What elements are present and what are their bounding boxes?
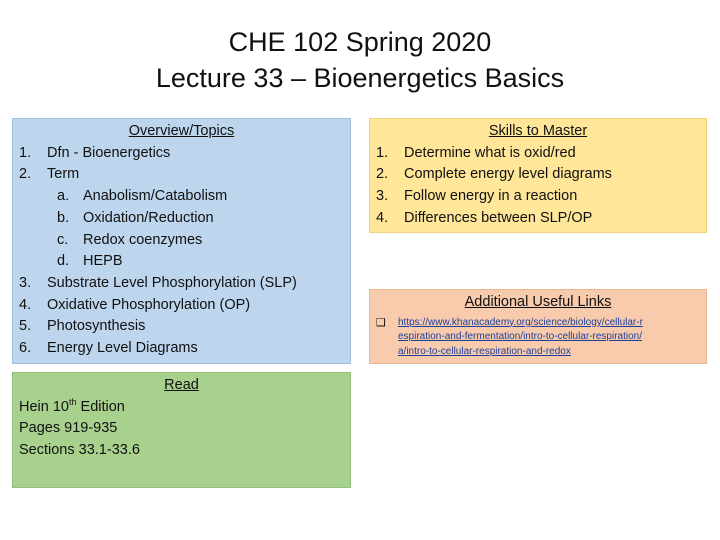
list-item [376,186,700,208]
item-text: Photosynthesis [47,318,146,335]
item-text: Anabolism/Catabolism [83,188,228,205]
item-text: Follow energy in a reaction [404,188,578,205]
edition-superscript: th [68,396,77,407]
slide-title [0,24,720,96]
list-item [376,164,700,186]
list-subitem [19,186,344,208]
list-item [376,316,700,360]
item-text: Oxidative Phosphorylation (OP) [47,296,251,313]
book-title: Hein 10 [19,398,69,415]
item-text: Redox coenzymes [83,231,203,248]
overview-box [12,118,351,364]
item-number: 2. [19,166,32,183]
item-number: 2. [376,166,389,183]
item-text: HEPB [83,253,123,270]
links-heading: Additional Useful Links [464,294,612,310]
read-box [12,372,351,488]
item-text: Determine what is oxid/red [404,144,576,161]
checkbox-bullet-icon: ❑ [376,316,386,329]
item-text: Complete energy level diagrams [404,166,612,183]
book-edition-suffix: Edition [76,398,125,415]
overview-list [19,143,344,360]
list-item [376,143,700,165]
sections-text: Sections 33.1-33.6 [19,442,140,459]
list-subitem [19,230,344,252]
item-number: 5. [19,318,32,335]
item-number: 3. [376,188,389,205]
item-letter: d. [57,253,70,270]
item-letter: b. [57,209,70,226]
item-number: 1. [376,144,389,161]
list-item [19,295,344,317]
read-heading: Read [164,377,199,393]
item-number: 4. [376,209,389,226]
list-subitem [19,251,344,273]
skills-box [369,118,707,233]
list-item [19,273,344,295]
links-box [369,289,707,364]
item-text: Substrate Level Phosphorylation (SLP) [47,274,297,291]
khan-academy-link[interactable]: https://www.khanacademy.org/science/biology/cellular-respiration-and-fermentation/intro-to-cellular-respiration/a/intro-to-cellular-respiration-and-redox [398,316,643,357]
list-item [19,164,344,186]
item-text: Oxidation/Reduction [83,209,214,226]
list-subitem [19,208,344,230]
item-number: 6. [19,340,32,357]
list-item [19,338,344,360]
skills-heading: Skills to Master [488,123,588,139]
item-number: 4. [19,296,32,313]
item-number: 3. [19,274,32,291]
item-text: Term [47,166,80,183]
title-line-1: CHE 102 Spring 2020 [228,27,492,57]
overview-heading: Overview/Topics [128,123,235,139]
list-item [19,316,344,338]
item-letter: c. [57,231,69,248]
item-number: 1. [19,144,32,161]
links-list [376,316,700,360]
list-item [376,208,700,230]
item-text: Differences between SLP/OP [404,209,593,226]
pages-text: Pages 919-935 [19,420,118,437]
skills-list [376,143,700,230]
title-line-2: Lecture 33 – Bioenergetics Basics [155,63,565,93]
item-text: Energy Level Diagrams [47,340,198,357]
book-edition [19,397,344,419]
item-letter: a. [57,188,70,205]
list-item [19,143,344,165]
item-text: Dfn - Bioenergetics [47,144,171,161]
